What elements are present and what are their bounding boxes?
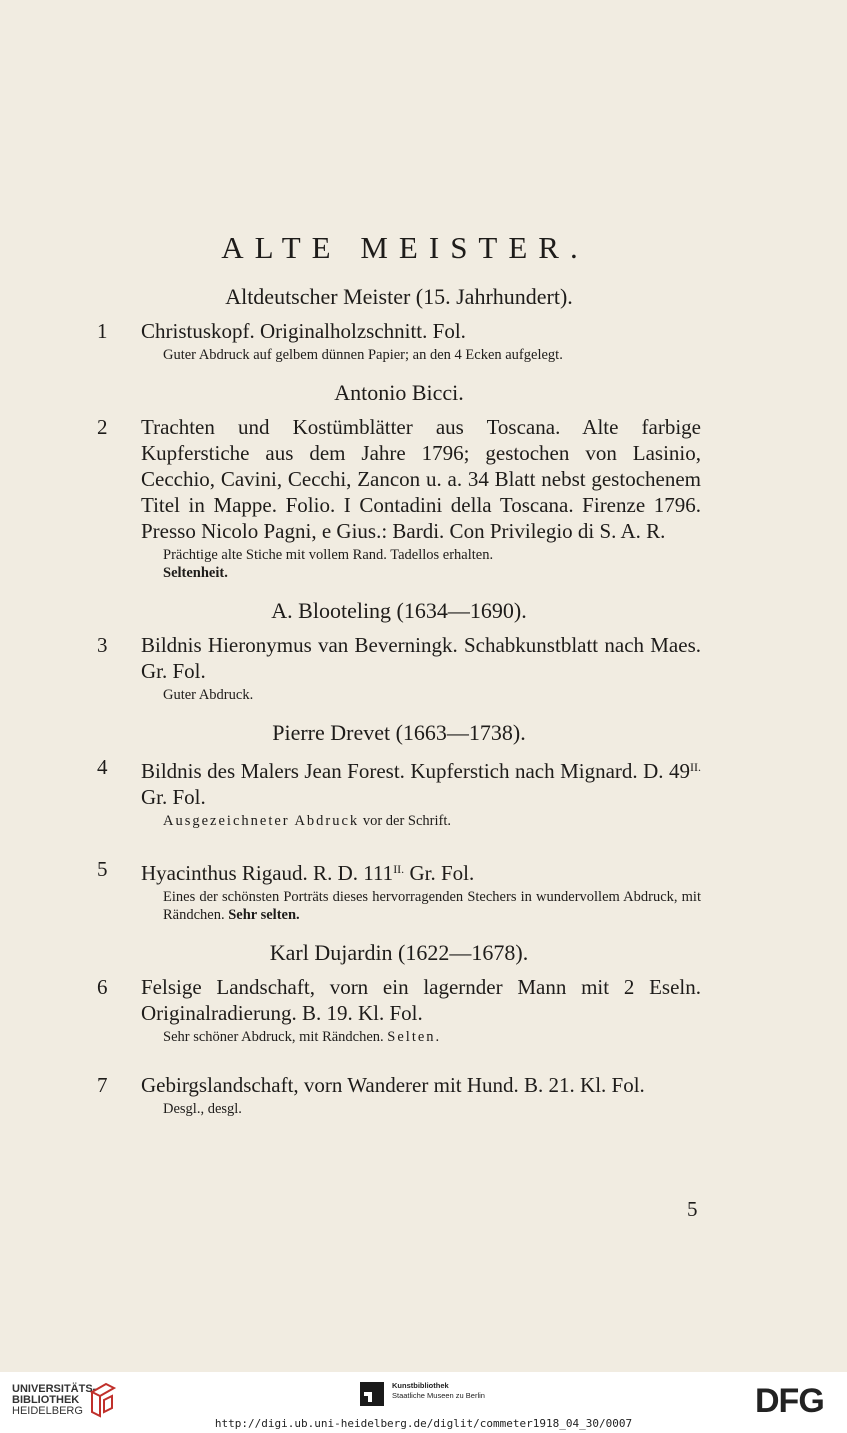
dfg-logo[interactable]: DFG bbox=[755, 1382, 824, 1420]
entry-note bbox=[163, 546, 701, 582]
entry-note-text: vor der Schrift. bbox=[359, 813, 451, 829]
entry-text-format: Gr. Fol. bbox=[141, 785, 206, 809]
entry-description: Christuskopf. Originalholzschnitt. Fol. bbox=[141, 319, 466, 343]
catalog-entry-6 bbox=[97, 974, 701, 1046]
entry-note-emphasis: Sehr selten. bbox=[228, 907, 300, 923]
entry-note-text: Eines der schönsten Porträts dieses hervorragenden Stechers in wundervollem Abdruck, mit Rändchen. bbox=[163, 889, 701, 923]
entry-note-spaced: Selten. bbox=[387, 1029, 442, 1045]
kb-logo-line: Staatliche Museen zu Berlin bbox=[392, 1391, 485, 1400]
entry-description bbox=[141, 754, 701, 810]
section-heading-dujardin: Karl Dujardin (1622—1678). bbox=[269, 940, 529, 965]
catalog-entry-1 bbox=[97, 318, 701, 364]
entry-text-main: Bildnis des Malers Jean Forest. Kupferstich nach Mignard. D. 49 bbox=[141, 759, 690, 783]
entry-number: 4 bbox=[97, 755, 108, 779]
university-library-logo[interactable] bbox=[12, 1384, 96, 1417]
page-content bbox=[97, 230, 701, 1118]
uni-logo-line: UNIVERSITÄTS- bbox=[12, 1383, 97, 1395]
source-url[interactable]: http://digi.ub.uni-heidelberg.de/diglit/commeter1918_04_30/0007 bbox=[214, 1417, 633, 1430]
catalog-entry-5 bbox=[97, 856, 701, 924]
entry-description: Bildnis Hieronymus van Beverningk. Schabkunstblatt nach Maes. Gr. Fol. bbox=[141, 633, 701, 683]
catalog-entry-3 bbox=[97, 632, 701, 704]
entry-text-main: Hyacinthus Rigaud. R. D. 111 bbox=[141, 861, 394, 885]
entry-number: 3 bbox=[97, 633, 108, 657]
uni-logo-line: BIBLIOTHEK bbox=[12, 1394, 80, 1406]
page-title: ALTE MEISTER. bbox=[221, 230, 589, 265]
entry-description bbox=[141, 856, 701, 886]
entry-number: 7 bbox=[97, 1073, 108, 1097]
catalog-entry-2 bbox=[97, 414, 701, 582]
kb-logo-line: Kunstbibliothek bbox=[392, 1381, 449, 1390]
entry-note bbox=[163, 888, 701, 924]
page-number: 5 bbox=[687, 1197, 698, 1221]
catalog-entry-7 bbox=[97, 1072, 701, 1118]
entry-number: 2 bbox=[97, 415, 108, 439]
section-heading-bicci: Antonio Bicci. bbox=[334, 380, 464, 405]
entry-description: Felsige Landschaft, vorn ein lagernder Mann mit 2 Eseln. Originalradierung. B. 19. Kl. Fol. bbox=[141, 975, 701, 1025]
entry-number: 6 bbox=[97, 975, 108, 999]
section-heading-altdeutscher: Altdeutscher Meister (15. Jahrhundert). bbox=[225, 284, 573, 309]
entry-number: 1 bbox=[97, 319, 108, 343]
entry-description: Gebirgslandschaft, vorn Wanderer mit Hund. B. 21. Kl. Fol. bbox=[141, 1073, 645, 1097]
entry-note: Guter Abdruck. bbox=[163, 687, 254, 703]
entry-note: Guter Abdruck auf gelbem dünnen Papier; an den 4 Ecken aufgelegt. bbox=[163, 347, 563, 363]
catalog-entry-4 bbox=[97, 754, 701, 830]
kunstbibliothek-emblem-icon bbox=[360, 1382, 384, 1406]
entry-description: Trachten und Kostümblätter aus Toscana. Alte farbige Kupferstiche aus dem Jahre 1796; gestochen von Lasinio, Cecchio, Cavini, Cecchi, Zancon u. a. 34 Blatt nebst gestochenem Titel in Mappe. Folio. I Contadini della Toscana. Firenze 1796. Presso Nicolo Pagni, e Gius.: Bardi. Con Privilegio di S. A. R. bbox=[141, 415, 701, 543]
kunstbibliothek-logo-text bbox=[392, 1381, 485, 1401]
library-emblem-icon bbox=[86, 1378, 118, 1418]
state-superscript: II. bbox=[690, 760, 701, 774]
section-heading-drevet: Pierre Drevet (1663—1738). bbox=[272, 720, 526, 745]
entry-note-spaced: Ausgezeichneter Abdruck bbox=[163, 813, 360, 829]
entry-note-text: Sehr schöner Abdruck, mit Rändchen. bbox=[163, 1029, 384, 1045]
entry-note bbox=[163, 812, 701, 830]
entry-note bbox=[163, 1028, 701, 1046]
state-superscript: II. bbox=[393, 862, 405, 876]
uni-logo-line: HEIDELBERG bbox=[12, 1405, 83, 1417]
digitization-footer bbox=[0, 1372, 847, 1433]
entry-note-text: Prächtige alte Stiche mit vollem Rand. Tadellos erhalten. bbox=[163, 547, 494, 563]
entry-note: Desgl., desgl. bbox=[163, 1101, 242, 1117]
entry-text-format: Gr. Fol. bbox=[404, 861, 475, 885]
section-heading-blooteling: A. Blooteling (1634—1690). bbox=[271, 598, 527, 623]
entry-note-emphasis: Seltenheit. bbox=[163, 565, 228, 581]
entry-number: 5 bbox=[97, 857, 108, 881]
